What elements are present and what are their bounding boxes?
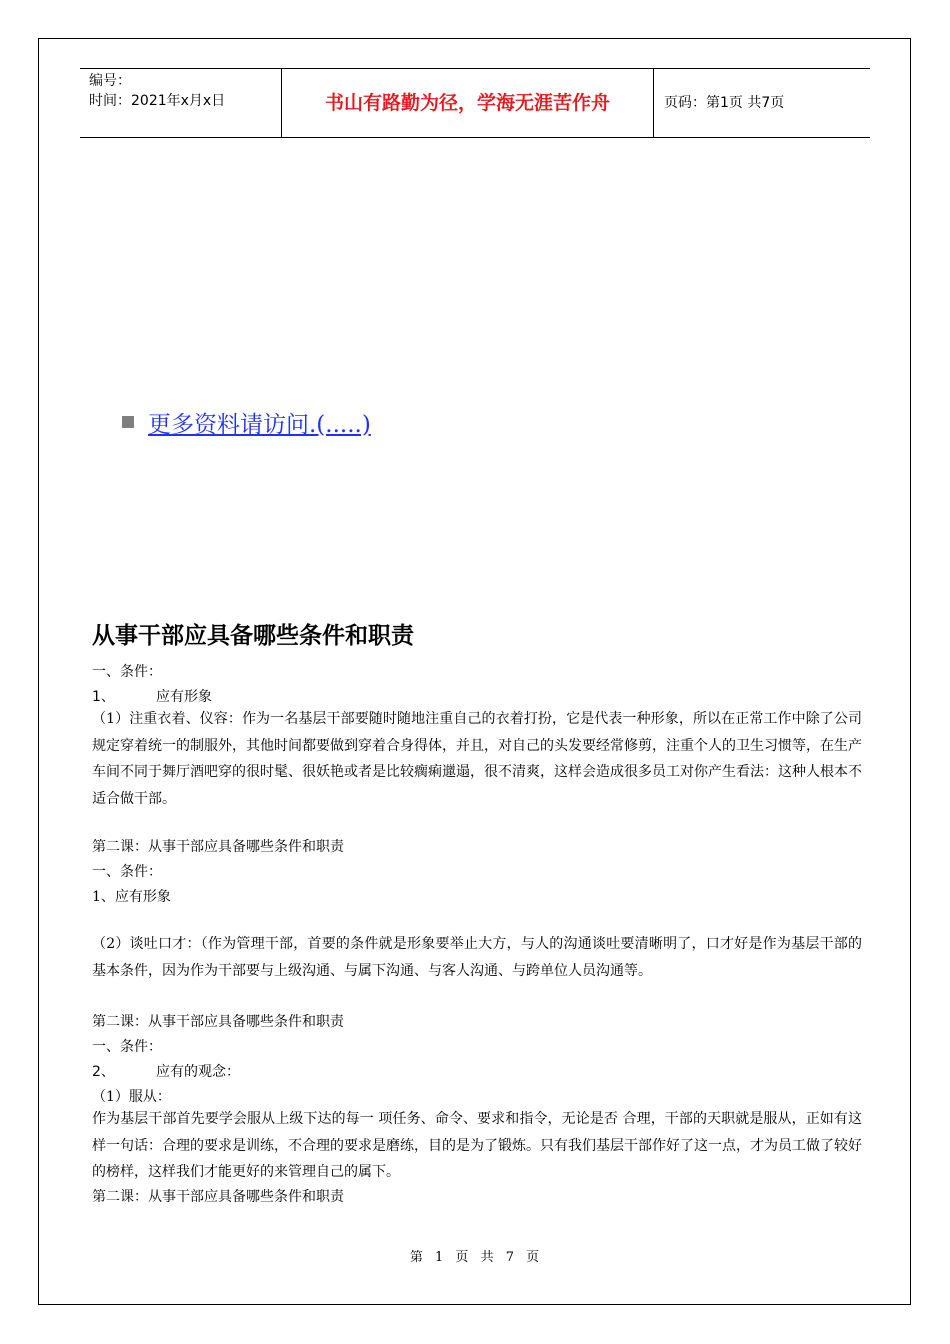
item-number: 2、 bbox=[92, 1064, 115, 1080]
sub-item-obey: （1）服从： bbox=[92, 1089, 171, 1105]
paragraph-speech: （2）谈吐口才：（作为管理干部，首要的条件就是形象要举止大方，与人的沟通谈吐要清晰明了，口才好是作为基层干部的基本条件，因为作为干部要与上级沟通、与属下沟通、与客人沟通、与跨单位人员沟通等。 bbox=[92, 936, 862, 979]
footer-word: 页 bbox=[526, 1250, 541, 1265]
footer-word: 第 bbox=[409, 1250, 424, 1265]
more-info-link[interactable]: 更多资料请访问.(.....) bbox=[148, 411, 371, 438]
paragraph-obey: 作为基层干部首先要学会服从上级下达的每一 项任务、命令、要求和指令，无论是否 合理，干部的天职就是服从，正如有这样一句话：合理的要求是训练，不合理的要求是磨练，目的是为了锻炼。只有我们基层干部作好了这一点，才为员工做了较好的榜样，这样我们才能更好的来管理自己的属下。 bbox=[92, 1111, 862, 1180]
header-table bbox=[80, 68, 870, 138]
header-left-cell bbox=[80, 69, 281, 137]
item-text: 应有的观念： bbox=[156, 1064, 240, 1080]
paragraph-dress: （1）注重衣着、仪容：作为一名基层干部要随时随地注重自己的衣着打扮，它是代表一种形象，所以在正常工作中除了公司规定穿着统一的制服外，其他时间都要做到穿着合身得体，并且，对自己的头发要经常修剪，注重个人的卫生习惯等，在生产车间不同于舞厅酒吧穿的很时髦、很妖艳或者是比较瘸痢邋遢，很不清爽，这样会造成很多员工对你产生看法：这种人根本不适合做干部。 bbox=[92, 711, 862, 807]
item-number: 1、 bbox=[92, 689, 115, 705]
header-page-info: 页码：第1页 共7页 bbox=[664, 95, 785, 111]
item-image bbox=[92, 686, 212, 706]
lesson-heading: 第二课：从事干部应具备哪些条件和职责 bbox=[92, 1014, 344, 1030]
footer-word: 共 bbox=[480, 1250, 495, 1265]
square-bullet-icon bbox=[122, 416, 134, 428]
item-text: 应有形象 bbox=[156, 689, 212, 705]
page-footer bbox=[0, 1246, 950, 1265]
more-info-row bbox=[122, 406, 371, 438]
footer-page-number: 1 bbox=[434, 1250, 445, 1265]
lesson-heading: 第二课：从事干部应具备哪些条件和职责 bbox=[92, 839, 344, 855]
footer-total-pages: 7 bbox=[505, 1250, 515, 1265]
header-motto-cell bbox=[281, 69, 654, 137]
motto-text: 书山有路勤为径，学海无涯苦作舟 bbox=[324, 92, 610, 114]
item-image-2: 1、应有形象 bbox=[92, 889, 171, 905]
condition-heading: 一、条件： bbox=[92, 1039, 162, 1055]
footer-word: 页 bbox=[455, 1250, 470, 1265]
document-title: 从事干部应具备哪些条件和职责 bbox=[92, 623, 414, 649]
condition-heading: 一、条件： bbox=[92, 864, 162, 880]
item-concept bbox=[92, 1061, 240, 1081]
condition-heading: 一、条件： bbox=[92, 664, 162, 680]
time-label: 时间：2021年x月x日 bbox=[89, 93, 226, 109]
lesson-heading: 第二课：从事干部应具备哪些条件和职责 bbox=[92, 1189, 344, 1205]
number-label: 编号： bbox=[89, 73, 131, 89]
